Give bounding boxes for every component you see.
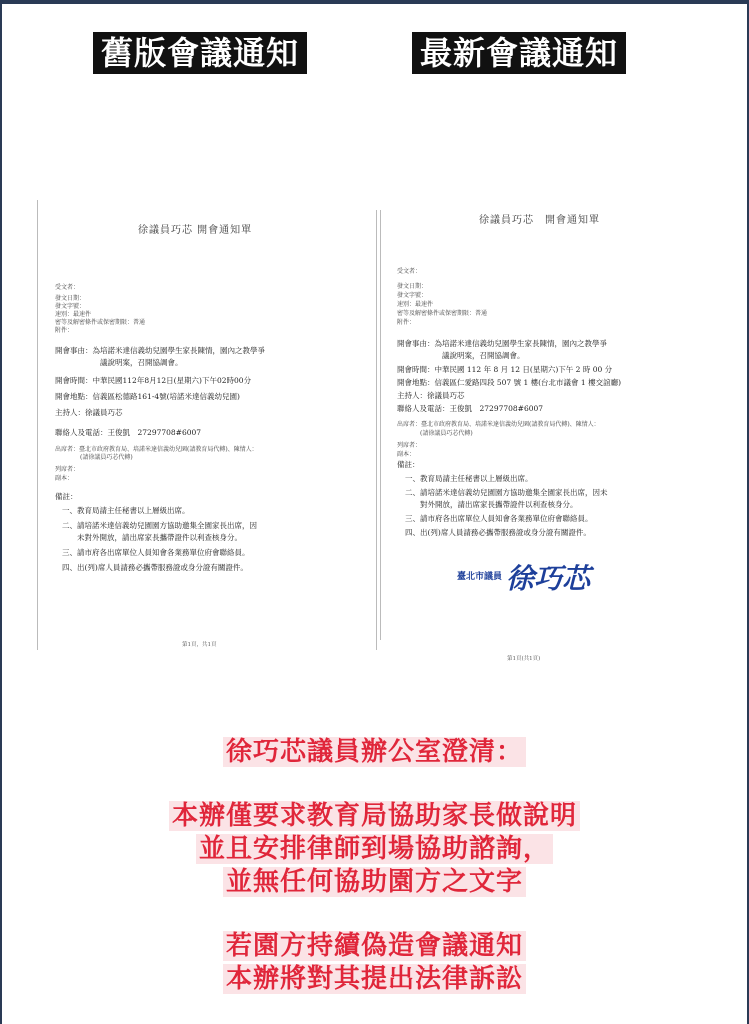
new-doc-header-line: 發文日期： xyxy=(397,283,428,290)
old-doc-note: 未對外開放，請出席家長攜帶證件以利查核身分。 xyxy=(62,533,242,542)
signature-name: 徐巧芯 xyxy=(506,562,591,595)
old-doc-cc: 副本： xyxy=(55,475,74,482)
old-doc-time: 開會時間：中華民國112年8月12日(星期六)下午02時00分 xyxy=(55,376,252,385)
councilor-signature-stamp xyxy=(457,557,590,597)
old-doc-left-edge xyxy=(37,200,38,650)
new-doc-note: 四、出(列)席人員請務必攜帶服務證或身分證有關證件。 xyxy=(405,528,591,537)
new-doc-notes-title: 備註： xyxy=(397,460,420,469)
new-doc-title: 徐議員巧芯 開會通知單 xyxy=(479,215,600,226)
old-doc-observers: 列席者： xyxy=(55,466,80,473)
old-doc-note: 二、請培諾米達信義幼兒園園方協助邀集全園家長出席，因 xyxy=(62,521,257,530)
new-doc-header-line: 發文字號： xyxy=(397,292,428,299)
old-doc-place: 開會地點：信義區松德路161-4號(培諾米達信義幼兒園) xyxy=(55,392,240,401)
old-doc-subject-cont: 議說明案，召開協調會。 xyxy=(100,358,183,367)
statement-line: 並無任何協助園方之文字 xyxy=(223,867,526,897)
old-doc-attendees: 出席者：臺北市政府教育局、培諾米達信義幼兒園(請教育局代轉)、陳情人： xyxy=(55,446,258,453)
new-doc-host: 主持人：徐議員巧芯 xyxy=(397,391,465,400)
signature-title: 臺北市議員 xyxy=(457,572,503,582)
new-doc-note: 三、請市府各出席單位人員知會各業務單位府會聯絡員。 xyxy=(405,514,593,523)
new-doc-header-line: 附件： xyxy=(397,319,416,326)
new-doc-cc: 副本： xyxy=(397,451,416,458)
new-doc-note: 二、請培諾米達信義幼兒園園方協助邀集全園家長出席，因未 xyxy=(405,488,608,497)
old-doc-header-line: 發文日期： xyxy=(55,295,86,302)
old-doc-header-line: 附件： xyxy=(55,327,74,334)
new-doc-place: 開會地點：信義區仁愛路四段 507 號 1 樓(台北市議會 1 樓交誼廳) xyxy=(397,378,622,387)
new-doc-note: 一、教育局請主任秘書以上層級出席。 xyxy=(405,474,533,483)
new-doc-subject-cont: 議說明案，召開協調會。 xyxy=(442,351,525,360)
old-doc-header-line: 受文者： xyxy=(55,284,80,291)
new-doc-left-edge xyxy=(380,210,381,640)
old-doc-note: 一、教育局請主任秘書以上層級出席。 xyxy=(62,506,190,515)
new-doc-header-line: 受文者： xyxy=(397,268,422,275)
new-doc-attendees-cont: (請徐議員巧芯代轉) xyxy=(420,430,473,437)
old-doc-host: 主持人：徐議員巧芯 xyxy=(55,408,123,417)
new-doc-note: 對外開放，請出席家長攜帶證件以利查核身分。 xyxy=(405,500,578,509)
new-doc-contact: 聯絡人及電話：王俊凱 27297708#6007 xyxy=(397,404,544,413)
old-doc-header-line: 密等及解密條件或保密期限：普通 xyxy=(55,319,146,326)
old-version-label: 舊版會議通知 xyxy=(93,32,307,74)
statement-line: 本辦將對其提出法律訴訟 xyxy=(223,964,526,994)
old-doc-title: 徐議員巧芯 開會通知單 xyxy=(138,225,253,236)
old-doc-header-line: 速別：最速件 xyxy=(55,311,92,318)
top-frame-bar xyxy=(0,0,749,4)
old-doc-notes-title: 備註： xyxy=(55,492,78,501)
old-doc-note: 四、出(列)席人員請務必攜帶服務證或身分證有關證件。 xyxy=(62,563,248,572)
old-doc-note: 三、請市府各出席單位人員知會各業務單位府會聯絡員。 xyxy=(62,548,250,557)
new-doc-header-line: 密等及解密條件或保密期限：普通 xyxy=(397,310,488,317)
statement-line: 並且安排律師到場協助諮詢， xyxy=(196,834,553,864)
statement-line: 若園方持續偽造會議通知 xyxy=(223,931,526,961)
old-doc-right-edge xyxy=(376,210,377,650)
new-doc-observers: 列席者： xyxy=(397,442,422,449)
new-doc-header-line: 速別：最速件 xyxy=(397,301,434,308)
old-doc-subject: 開會事由：為培諾米達信義幼兒園學生家長陳情，園內之教學爭 xyxy=(55,346,265,355)
new-doc-attendees: 出席者：臺北市政府教育局、培諾米達信義幼兒園(請教育局代轉)、陳情人： xyxy=(397,421,600,428)
old-doc-page-number: 第1頁，共1頁 xyxy=(182,642,217,648)
statement-line: 本辦僅要求教育局協助家長做說明 xyxy=(169,801,580,831)
new-doc-subject: 開會事由：為培諾米達信義幼兒園學生家長陳情，園內之教學爭 xyxy=(397,339,607,348)
new-doc-time: 開會時間：中華民國 112 年 8 月 12 日(星期六)下午 2 時 00 分 xyxy=(397,365,613,374)
statement-heading: 徐巧芯議員辦公室澄清： xyxy=(223,737,526,767)
new-doc-page-number: 第1頁(共1頁) xyxy=(507,656,541,662)
old-doc-header-line: 發文字號： xyxy=(55,303,86,310)
old-doc-attendees-cont: (請徐議員巧芯代轉) xyxy=(80,454,133,461)
new-version-label: 最新會議通知 xyxy=(412,32,626,74)
old-doc-contact: 聯絡人及電話：王俊凱 27297708#6007 xyxy=(55,428,202,437)
